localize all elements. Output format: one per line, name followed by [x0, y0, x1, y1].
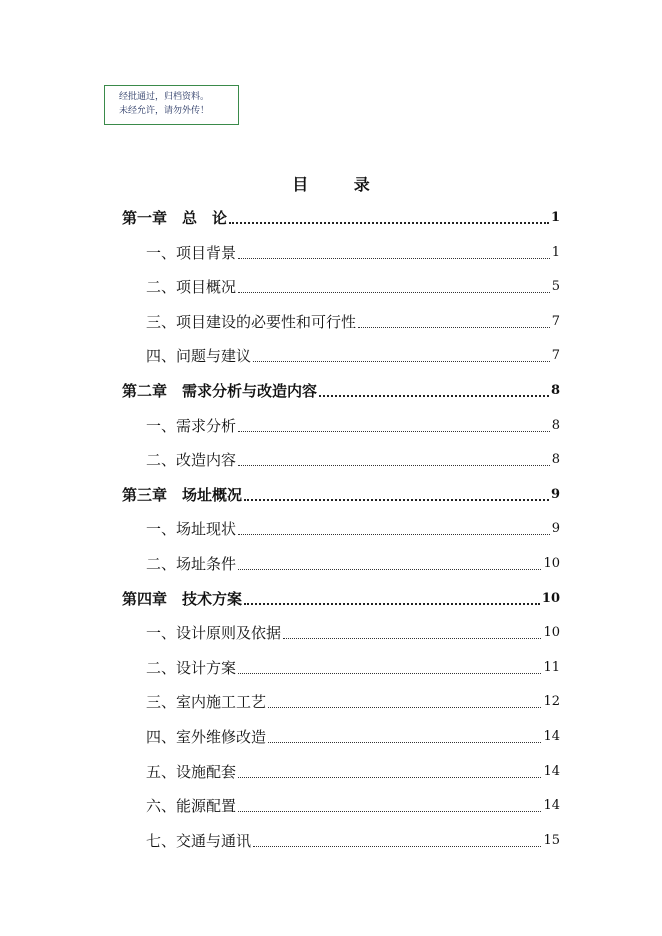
toc-page-number: 9	[551, 521, 560, 536]
toc-dot-leader	[253, 360, 550, 362]
toc-section-entry	[146, 658, 560, 678]
toc-section-entry	[146, 243, 560, 263]
toc-entry-label: 第二章 需求分析与改造内容	[122, 382, 318, 400]
toc-entry-label: 一、设计原则及依据	[146, 624, 282, 642]
toc-dot-leader	[238, 464, 550, 466]
toc-dot-leader	[283, 637, 541, 639]
toc-page-number: 11	[543, 660, 560, 675]
toc-page-number: 12	[543, 694, 560, 709]
toc-section-entry	[146, 727, 560, 747]
toc-section-entry	[146, 692, 560, 712]
toc-dot-leader	[238, 257, 550, 259]
toc-dot-leader	[238, 776, 541, 778]
toc-entry-label: 一、需求分析	[146, 417, 237, 435]
toc-section-entry	[146, 450, 560, 470]
toc-entry-label: 三、项目建设的必要性和可行性	[146, 313, 357, 331]
toc-page-number: 8	[551, 452, 560, 467]
toc-page-number: 1	[551, 245, 560, 260]
toc-dot-leader	[253, 845, 541, 847]
toc-section-entry	[146, 554, 560, 574]
toc-entry-label: 四、问题与建议	[146, 347, 252, 365]
toc-dot-leader	[244, 498, 549, 501]
toc-chapter-entry	[122, 485, 560, 505]
stamp-line-2: 未经允许，请勿外传！	[119, 106, 210, 116]
toc-section-entry	[146, 623, 560, 643]
toc-entry-label: 一、项目背景	[146, 244, 237, 262]
toc-dot-leader	[238, 291, 550, 293]
toc-section-entry	[146, 831, 560, 851]
toc-section-entry	[146, 762, 560, 782]
toc-dot-leader	[238, 672, 541, 674]
toc-chapter-entry	[122, 589, 560, 609]
confidential-stamp	[104, 85, 239, 125]
toc-dot-leader	[358, 326, 550, 328]
toc-section-entry	[146, 277, 560, 297]
toc-section-entry	[146, 312, 560, 332]
toc-page-number: 8	[551, 418, 560, 433]
toc-chapter-entry	[122, 381, 560, 401]
toc-entry-label: 第四章 技术方案	[122, 590, 243, 608]
toc-dot-leader	[238, 430, 550, 432]
toc-entry-label: 第一章 总 论	[122, 209, 228, 227]
toc-page-number: 14	[543, 729, 560, 744]
toc-dot-leader	[319, 394, 549, 397]
toc-entry-label: 二、设计方案	[146, 659, 237, 677]
toc-dot-leader	[244, 602, 540, 605]
toc-entry-label: 三、室内施工工艺	[146, 693, 267, 711]
toc-entry-label: 二、改造内容	[146, 451, 237, 469]
toc-dot-leader	[268, 741, 541, 743]
toc-entry-label: 五、设施配套	[146, 763, 237, 781]
toc-section-entry	[146, 346, 560, 366]
toc-page-number: 8	[550, 383, 560, 398]
toc-page-number: 7	[551, 314, 560, 329]
toc-entry-label: 第三章 场址概况	[122, 486, 243, 504]
toc-section-entry	[146, 416, 560, 436]
toc-page-number: 10	[543, 556, 560, 571]
toc-entry-label: 七、交通与通讯	[146, 832, 252, 850]
toc-entry-label: 二、场址条件	[146, 555, 237, 573]
toc-chapter-entry	[122, 208, 560, 228]
stamp-line-1: 经批通过，归档资料。	[119, 92, 210, 102]
toc-page-number: 14	[543, 764, 560, 779]
toc-page-number: 14	[543, 798, 560, 813]
toc-page-number: 7	[551, 348, 560, 363]
toc-page-number: 1	[550, 210, 560, 225]
toc-entry-label: 六、能源配置	[146, 797, 237, 815]
toc-page-number: 10	[541, 591, 560, 606]
toc-dot-leader	[268, 706, 541, 708]
toc-page-number: 5	[551, 279, 560, 294]
toc-section-entry	[146, 519, 560, 539]
toc-dot-leader	[238, 533, 550, 535]
toc-dot-leader	[238, 568, 541, 570]
toc-entry-label: 二、项目概况	[146, 278, 237, 296]
toc-page-number: 15	[543, 833, 560, 848]
toc-page-number: 9	[550, 487, 560, 502]
toc-dot-leader	[229, 221, 549, 224]
toc-section-entry	[146, 796, 560, 816]
toc-entry-label: 四、室外维修改造	[146, 728, 267, 746]
toc-title: 目 录	[292, 175, 390, 194]
toc-page-number: 10	[543, 625, 560, 640]
toc-entry-label: 一、场址现状	[146, 520, 237, 538]
toc-dot-leader	[238, 810, 541, 812]
